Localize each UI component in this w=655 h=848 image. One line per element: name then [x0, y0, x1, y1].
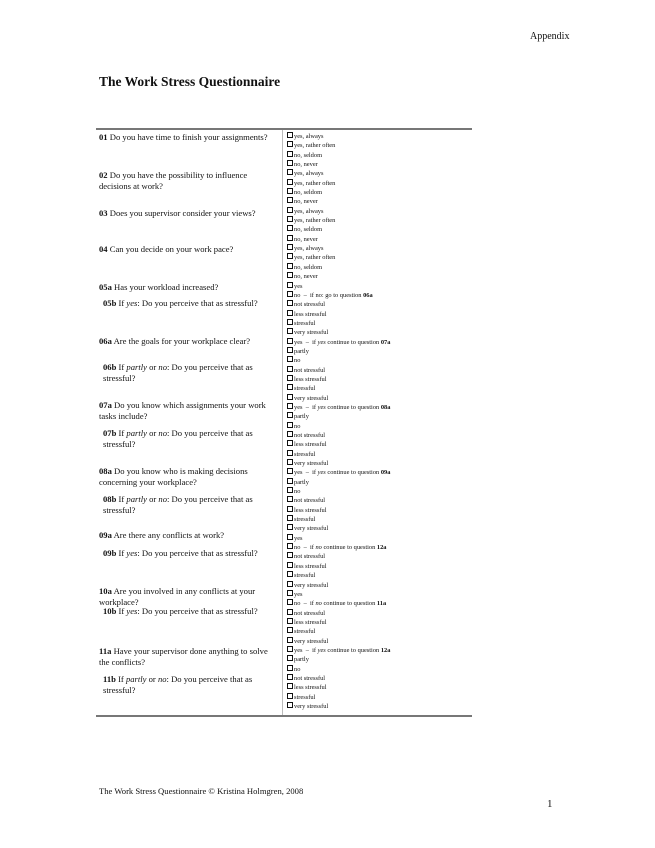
answer-label: yes, rather often	[294, 142, 336, 150]
checkbox-icon[interactable]	[287, 394, 293, 400]
answer-option	[287, 366, 487, 375]
checkbox-icon[interactable]	[287, 609, 293, 615]
checkbox-icon[interactable]	[287, 328, 293, 334]
answer-label: yes, always	[294, 207, 324, 215]
appendix-label: Appendix	[530, 31, 570, 42]
skip-target: 09a	[380, 469, 391, 477]
answer-label: yes	[294, 282, 303, 290]
answer-option	[287, 282, 487, 291]
answer-option	[287, 524, 487, 533]
answer-label: very stressful	[294, 460, 329, 468]
answer-label: partly	[294, 478, 309, 486]
answer-option	[287, 132, 487, 141]
answer-option	[287, 141, 487, 150]
answer-label: yes	[294, 534, 303, 542]
answer-option	[287, 347, 487, 356]
checkbox-icon[interactable]	[287, 599, 293, 605]
answer-label: less stressful	[294, 618, 327, 626]
question-text: Do you know which assignments your work tasks include?	[99, 400, 266, 421]
checkbox-icon[interactable]	[287, 665, 293, 671]
answer-label: not stressful	[294, 301, 326, 309]
footer-copyright: The Work Stress Questionnaire © Kristina Holmgren, 2008	[99, 786, 304, 796]
answer-option	[287, 702, 487, 711]
answer-label: stressful	[294, 319, 316, 327]
question-number: 03	[99, 208, 108, 218]
question-number: 05a	[99, 282, 112, 292]
answer-label: very stressful	[294, 702, 329, 710]
column-divider	[282, 130, 283, 715]
question-10a	[99, 586, 279, 608]
answer-option	[287, 253, 487, 262]
checkbox-icon[interactable]	[287, 319, 293, 325]
answer-label: very stressful	[294, 581, 329, 589]
answer-option	[287, 300, 487, 309]
answer-label: not stressful	[294, 432, 326, 439]
answer-option	[287, 384, 487, 393]
answer-label: no	[294, 665, 301, 673]
question-text: : Do you perceive that as stressful?	[103, 428, 253, 449]
answer-label: not stressful	[294, 553, 326, 561]
question-05a	[99, 282, 279, 293]
answer-option	[287, 356, 487, 365]
answer-option	[287, 310, 487, 319]
checkbox-icon[interactable]	[287, 207, 293, 213]
question-condition: partly	[126, 494, 147, 504]
question-text: or	[146, 362, 159, 372]
answer-label: less stressful	[294, 506, 327, 514]
answer-option	[287, 291, 487, 300]
answer-option	[287, 151, 487, 160]
question-text: : Do you perceive that as stressful?	[137, 606, 258, 616]
answer-label: yes, rather often	[294, 254, 336, 262]
checkbox-icon[interactable]	[287, 422, 293, 428]
question-condition: no	[158, 428, 167, 438]
answer-option	[287, 627, 487, 636]
checkbox-icon[interactable]	[287, 291, 293, 297]
skip-condition: no	[315, 544, 322, 552]
answer-option	[287, 272, 487, 281]
skip-note: – if no: go to question	[300, 291, 364, 299]
question-number: 07b	[103, 428, 117, 438]
question-03	[99, 208, 279, 219]
question-text: : Do you perceive that as stressful?	[137, 548, 258, 558]
skip-condition: yes	[317, 403, 326, 411]
answer-label: no, never	[294, 161, 318, 169]
question-number: 04	[99, 244, 108, 254]
question-number: 10b	[103, 606, 117, 616]
checkbox-icon[interactable]	[287, 347, 293, 353]
question-text: If	[118, 674, 126, 684]
skip-note: continue to question	[321, 600, 377, 608]
answer-label: not stressful	[294, 674, 326, 682]
question-condition: no	[158, 494, 167, 504]
table-bottom-rule	[96, 715, 472, 717]
checkbox-icon[interactable]	[287, 543, 293, 549]
question-01	[99, 132, 279, 143]
answer-option	[287, 552, 487, 561]
answer-label: no, seldom	[294, 189, 323, 197]
skip-target: 08a	[380, 403, 391, 411]
question-09b	[99, 548, 279, 559]
question-number: 01	[99, 132, 108, 142]
checkbox-icon[interactable]	[287, 618, 293, 624]
checkbox-icon[interactable]	[287, 552, 293, 558]
checkbox-icon[interactable]	[287, 272, 293, 278]
question-condition: no	[157, 674, 167, 684]
answer-option	[287, 394, 487, 403]
checkbox-icon[interactable]	[287, 683, 293, 689]
answer-label: less stressful	[294, 684, 327, 692]
answer-label: no, seldom	[294, 263, 323, 271]
question-condition: yes	[126, 298, 138, 308]
answer-option	[287, 216, 487, 225]
checkbox-icon[interactable]	[287, 216, 293, 222]
answer-option	[287, 263, 487, 272]
answer-label: very stressful	[294, 329, 329, 337]
question-number: 02	[99, 170, 108, 180]
answer-option	[287, 179, 487, 188]
skip-note: – if	[302, 338, 318, 346]
answer-option	[287, 506, 487, 515]
answer-label: no, never	[294, 198, 318, 206]
answer-label: no	[294, 600, 301, 608]
skip-target: 07a	[380, 338, 391, 346]
checkbox-icon[interactable]	[287, 179, 293, 185]
answer-option	[287, 422, 487, 431]
checkbox-icon[interactable]	[287, 627, 293, 633]
skip-condition: yes	[317, 646, 326, 654]
checkbox-icon[interactable]	[287, 338, 293, 344]
question-text: : Do you perceive that as stressful?	[103, 494, 253, 515]
checkbox-icon[interactable]	[287, 571, 293, 577]
checkbox-icon[interactable]	[287, 263, 293, 269]
answer-option	[287, 637, 487, 646]
skip-target: 12a	[380, 646, 391, 654]
checkbox-icon[interactable]	[287, 384, 293, 390]
checkbox-icon[interactable]	[287, 282, 293, 288]
checkbox-icon[interactable]	[287, 459, 293, 465]
checkbox-icon[interactable]	[287, 188, 293, 194]
checkbox-icon[interactable]	[287, 693, 293, 699]
answer-option	[287, 188, 487, 197]
checkbox-icon[interactable]	[287, 412, 293, 418]
question-06a	[99, 336, 279, 347]
checkbox-icon[interactable]	[287, 506, 293, 512]
answer-option	[287, 328, 487, 337]
question-text: If	[118, 494, 127, 504]
answer-column	[287, 132, 487, 711]
checkbox-icon[interactable]	[287, 581, 293, 587]
answer-option	[287, 609, 487, 618]
checkbox-icon[interactable]	[287, 375, 293, 381]
answer-label: not stressful	[294, 366, 326, 374]
answer-option	[287, 169, 487, 178]
checkbox-icon[interactable]	[287, 225, 293, 231]
checkbox-icon[interactable]	[287, 197, 293, 203]
checkbox-icon[interactable]	[287, 487, 293, 493]
answer-label: less stressful	[294, 441, 327, 449]
question-text: : Do you perceive that as stressful?	[103, 674, 253, 695]
answer-label: yes	[294, 403, 303, 411]
answer-option	[287, 534, 487, 543]
answer-option	[287, 403, 487, 412]
answer-option	[287, 515, 487, 524]
answer-label: yes	[294, 469, 303, 477]
skip-note: – if	[302, 403, 318, 411]
answer-option	[287, 160, 487, 169]
checkbox-icon[interactable]	[287, 450, 293, 456]
checkbox-icon[interactable]	[287, 590, 293, 596]
question-text: If	[118, 298, 127, 308]
checkbox-icon[interactable]	[287, 132, 293, 138]
answer-option	[287, 496, 487, 505]
answer-label: no	[294, 357, 301, 365]
answer-option	[287, 655, 487, 664]
question-number: 09b	[103, 548, 117, 558]
answer-option	[287, 562, 487, 571]
question-text: Are the goals for your workplace clear?	[113, 336, 251, 346]
checkbox-icon[interactable]	[287, 674, 293, 680]
answer-label: yes, rather often	[294, 179, 336, 187]
skip-note: – if	[300, 600, 316, 608]
question-02	[99, 170, 279, 192]
answer-option	[287, 646, 487, 655]
answer-label: not stressful	[294, 497, 326, 505]
answer-label: partly	[294, 413, 309, 421]
answer-label: yes	[294, 646, 303, 654]
answer-option	[287, 235, 487, 244]
answer-option	[287, 674, 487, 683]
question-text: Has your workload increased?	[114, 282, 219, 292]
answer-label: yes	[294, 338, 303, 346]
answer-option	[287, 581, 487, 590]
answer-label: yes, rather often	[294, 217, 336, 225]
skip-note: – if	[302, 469, 318, 477]
answer-option	[287, 197, 487, 206]
answer-label: yes	[294, 590, 303, 598]
answer-label: no	[294, 291, 301, 299]
answer-option	[287, 571, 487, 580]
answer-label: yes, always	[294, 170, 324, 178]
answer-label: less stressful	[294, 375, 327, 383]
answer-option	[287, 244, 487, 253]
question-number: 08b	[103, 494, 117, 504]
document-title: The Work Stress Questionnaire	[99, 74, 281, 89]
checkbox-icon[interactable]	[287, 310, 293, 316]
question-text: or	[146, 428, 159, 438]
answer-option	[287, 665, 487, 674]
skip-note: continue to question	[325, 469, 381, 477]
answer-label: less stressful	[294, 310, 327, 318]
question-text: Can you decide on your work pace?	[109, 244, 234, 254]
answer-option	[287, 431, 487, 440]
answer-label: stressful	[294, 572, 316, 580]
question-number: 05b	[103, 298, 117, 308]
answer-label: no, seldom	[294, 151, 323, 159]
answer-option	[287, 693, 487, 702]
skip-note: – if	[300, 544, 316, 552]
answer-label: partly	[294, 656, 309, 664]
checkbox-icon[interactable]	[287, 440, 293, 446]
question-text: : Do you perceive that as stressful?	[103, 362, 253, 383]
checkbox-icon[interactable]	[287, 169, 293, 175]
answer-option	[287, 375, 487, 384]
skip-condition: yes	[317, 469, 326, 477]
answer-label: stressful	[294, 693, 316, 701]
checkbox-icon[interactable]	[287, 151, 293, 157]
answer-option	[287, 543, 487, 552]
checkbox-icon[interactable]	[287, 403, 293, 409]
answer-label: very stressful	[294, 525, 329, 533]
answer-label: partly	[294, 347, 309, 355]
answer-option	[287, 225, 487, 234]
answer-option	[287, 683, 487, 692]
checkbox-icon[interactable]	[287, 253, 293, 259]
skip-target: 11a	[376, 600, 387, 608]
checkbox-icon[interactable]	[287, 646, 293, 652]
skip-note: continue to question	[325, 403, 381, 411]
answer-label: no	[294, 544, 301, 552]
answer-label: very stressful	[294, 394, 329, 402]
question-10b	[99, 606, 279, 617]
answer-option	[287, 319, 487, 328]
question-number: 09a	[99, 530, 112, 540]
checkbox-icon[interactable]	[287, 534, 293, 540]
question-text: or	[146, 674, 158, 684]
question-condition: yes	[126, 548, 138, 558]
question-text: Do you know who is making decisions concerning your workplace?	[99, 466, 248, 487]
answer-option	[287, 487, 487, 496]
answer-option	[287, 440, 487, 449]
question-11a	[99, 646, 279, 668]
answer-label: yes, always	[294, 245, 324, 253]
answer-label: no	[294, 422, 301, 430]
question-05b	[99, 298, 279, 309]
answer-option	[287, 478, 487, 487]
question-condition: yes	[126, 606, 138, 616]
answer-option	[287, 468, 487, 477]
skip-target: 06a	[363, 291, 373, 299]
question-number: 06b	[103, 362, 117, 372]
checkbox-icon[interactable]	[287, 300, 293, 306]
skip-condition: yes	[317, 338, 326, 346]
question-text: If	[118, 428, 127, 438]
skip-target: 12a	[376, 544, 387, 552]
answer-label: stressful	[294, 450, 316, 458]
checkbox-icon[interactable]	[287, 366, 293, 372]
question-text: Are there any conflicts at work?	[113, 530, 225, 540]
question-text: If	[118, 606, 127, 616]
question-text: : Do you perceive that as stressful?	[137, 298, 258, 308]
question-condition: partly	[126, 428, 147, 438]
checkbox-icon[interactable]	[287, 562, 293, 568]
checkbox-icon[interactable]	[287, 244, 293, 250]
question-11b	[99, 674, 279, 696]
question-text: Do you have time to finish your assignments?	[109, 132, 268, 142]
question-06b	[99, 362, 279, 384]
answer-option	[287, 459, 487, 468]
answer-option	[287, 207, 487, 216]
answer-label: very stressful	[294, 637, 329, 645]
question-number: 06a	[99, 336, 112, 346]
skip-condition: no	[315, 600, 322, 608]
question-04	[99, 244, 279, 255]
answer-option	[287, 618, 487, 627]
question-text: If	[118, 548, 127, 558]
checkbox-icon[interactable]	[287, 655, 293, 661]
question-07a	[99, 400, 279, 422]
skip-note: continue to question	[321, 544, 377, 552]
checkbox-icon[interactable]	[287, 235, 293, 241]
question-text: or	[146, 494, 159, 504]
question-number: 10a	[99, 586, 112, 596]
question-text: Does you supervisor consider your views?	[109, 208, 256, 218]
checkbox-icon[interactable]	[287, 637, 293, 643]
answer-label: no, never	[294, 235, 318, 243]
table-top-rule	[96, 128, 472, 130]
checkbox-icon[interactable]	[287, 515, 293, 521]
answer-option	[287, 338, 487, 347]
checkbox-icon[interactable]	[287, 496, 293, 502]
answer-label: no, seldom	[294, 226, 323, 234]
question-number: 07a	[99, 400, 112, 410]
checkbox-icon[interactable]	[287, 702, 293, 708]
question-text: Have your supervisor done anything to solve the conflicts?	[99, 646, 268, 667]
question-number: 08a	[99, 466, 112, 476]
checkbox-icon[interactable]	[287, 468, 293, 474]
question-number: 11a	[99, 646, 112, 656]
answer-option	[287, 450, 487, 459]
question-text: Do you have the possibility to influence decisions at work?	[99, 170, 248, 191]
answer-option	[287, 412, 487, 421]
question-condition: partly	[125, 674, 147, 684]
question-number: 11b	[103, 674, 116, 684]
page-number: 1	[547, 798, 553, 810]
question-08b	[99, 494, 279, 516]
question-condition: no	[158, 362, 167, 372]
skip-note: continue to question	[325, 338, 381, 346]
question-07b	[99, 428, 279, 450]
checkbox-icon[interactable]	[287, 431, 293, 437]
answer-label: stressful	[294, 628, 316, 636]
answer-label: no	[294, 488, 301, 496]
question-text: Are you involved in any conflicts at your workplace?	[99, 586, 256, 607]
answer-label: less stressful	[294, 562, 327, 570]
question-09a	[99, 530, 279, 541]
checkbox-icon[interactable]	[287, 524, 293, 530]
answer-label: stressful	[294, 516, 316, 524]
question-condition: partly	[126, 362, 147, 372]
question-text: If	[118, 362, 127, 372]
skip-note: – if	[302, 646, 318, 654]
answer-option	[287, 599, 487, 608]
answer-label: yes, always	[294, 133, 324, 140]
question-08a	[99, 466, 279, 488]
answer-label: not stressful	[294, 609, 326, 617]
skip-note: continue to question	[325, 646, 381, 654]
checkbox-icon[interactable]	[287, 141, 293, 147]
checkbox-icon[interactable]	[287, 478, 293, 484]
checkbox-icon[interactable]	[287, 160, 293, 166]
answer-option	[287, 590, 487, 599]
answer-label: stressful	[294, 385, 316, 393]
answer-label: no, never	[294, 273, 318, 281]
checkbox-icon[interactable]	[287, 356, 293, 362]
